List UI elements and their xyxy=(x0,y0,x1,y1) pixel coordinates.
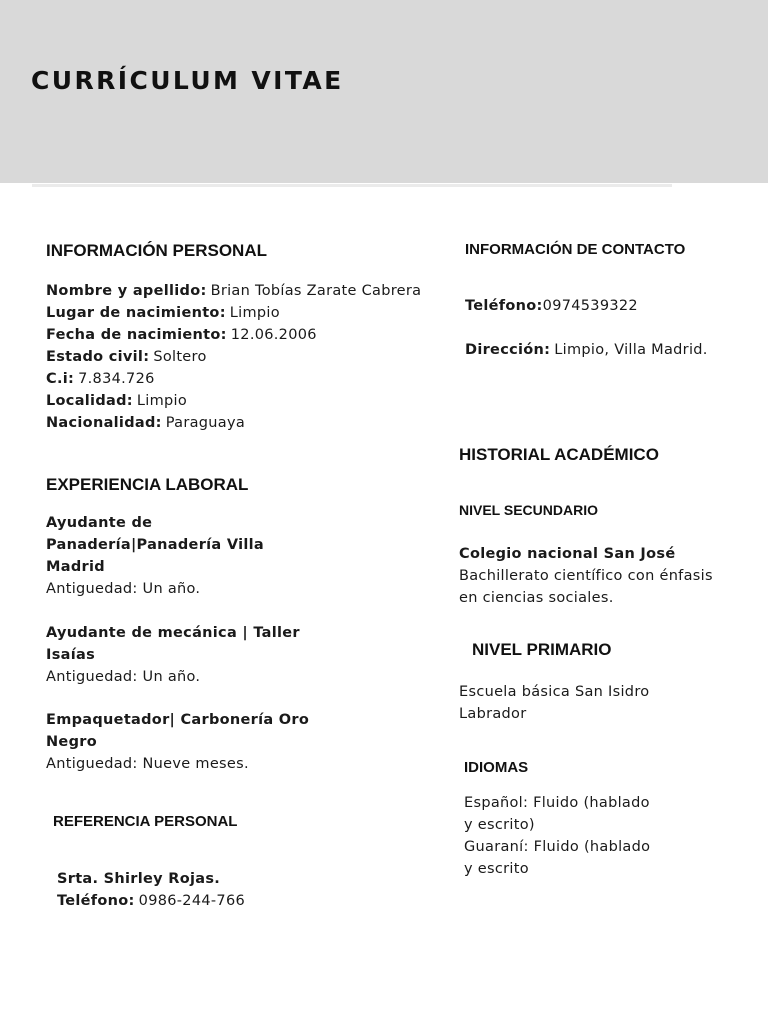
academic-heading: HISTORIAL ACADÉMICO xyxy=(459,445,659,464)
field-label: Nombre y apellido: xyxy=(46,283,207,299)
contact-address-value: Limpio, Villa Madrid. xyxy=(554,342,708,358)
personal-field xyxy=(46,368,421,390)
language-line: Español: Fluido (hablado xyxy=(464,795,650,811)
reference-phone-label: Teléfono: xyxy=(57,893,135,909)
personal-info-list xyxy=(46,280,421,434)
field-value: Limpio xyxy=(229,305,280,321)
field-label: C.i: xyxy=(46,371,75,387)
secondary-degree-line: Bachillerato científico con énfasis xyxy=(459,568,713,584)
job-duration: Antiguedad: Nueve meses. xyxy=(46,756,249,772)
contact-phone-value: 0974539322 xyxy=(542,298,638,314)
primary-school-line: Escuela básica San Isidro xyxy=(459,684,650,700)
job-duration: Antiguedad: Un año. xyxy=(46,581,201,597)
personal-field xyxy=(46,412,421,434)
reference-name: Srta. Shirley Rojas. xyxy=(57,871,221,887)
primary-school-block xyxy=(459,681,649,725)
job-title: Ayudante de xyxy=(46,515,153,531)
page-title: CURRÍCULUM VITAE xyxy=(31,66,344,95)
field-value: 12.06.2006 xyxy=(230,327,317,343)
header-divider xyxy=(32,184,672,187)
primary-school-line: Labrador xyxy=(459,706,527,722)
field-label: Nacionalidad: xyxy=(46,415,162,431)
reference-phone xyxy=(57,890,245,912)
field-label: Estado civil: xyxy=(46,349,150,365)
personal-field xyxy=(46,390,421,412)
contact-phone-label: Teléfono: xyxy=(465,298,543,314)
personal-field xyxy=(46,280,421,302)
reference-block xyxy=(57,868,245,912)
job-entry xyxy=(46,622,300,688)
job-title: Negro xyxy=(46,734,97,750)
language-line: Guaraní: Fluido (hablado xyxy=(464,839,651,855)
contact-heading: INFORMACIÓN DE CONTACTO xyxy=(465,241,686,258)
personal-field xyxy=(46,324,421,346)
job-title: Ayudante de mecánica | Taller xyxy=(46,625,300,641)
job-entry xyxy=(46,512,264,600)
field-value: Paraguaya xyxy=(165,415,246,431)
personal-field xyxy=(46,346,421,368)
secondary-school-name: Colegio nacional San José xyxy=(459,546,676,562)
secondary-level-heading: NIVEL SECUNDARIO xyxy=(459,502,598,518)
contact-phone xyxy=(465,295,638,317)
primary-level-heading: NIVEL PRIMARIO xyxy=(472,640,612,659)
secondary-school-block xyxy=(459,543,713,609)
field-label: Lugar de nacimiento: xyxy=(46,305,226,321)
job-title: Empaquetador| Carbonería Oro xyxy=(46,712,310,728)
field-value: Brian Tobías Zarate Cabrera xyxy=(210,283,422,299)
language-line: y escrito) xyxy=(464,817,535,833)
field-value: 7.834.726 xyxy=(78,371,155,387)
field-value: Soltero xyxy=(153,349,207,365)
field-value: Limpio xyxy=(136,393,188,409)
contact-address xyxy=(465,339,708,361)
languages-block xyxy=(464,792,650,880)
languages-heading: IDIOMAS xyxy=(464,759,529,776)
personal-info-heading: INFORMACIÓN PERSONAL xyxy=(46,241,267,260)
job-duration: Antiguedad: Un año. xyxy=(46,669,201,685)
field-label: Fecha de nacimiento: xyxy=(46,327,227,343)
reference-heading: REFERENCIA PERSONAL xyxy=(53,813,238,830)
experience-heading: EXPERIENCIA LABORAL xyxy=(46,475,249,494)
job-title: Madrid xyxy=(46,559,105,575)
reference-phone-value: 0986-244-766 xyxy=(138,893,245,909)
language-line: y escrito xyxy=(464,861,529,877)
job-entry xyxy=(46,709,309,775)
contact-address-label: Dirección: xyxy=(465,342,551,358)
personal-field xyxy=(46,302,421,324)
job-title: Panadería|Panadería Villa xyxy=(46,537,265,553)
secondary-degree-line: en ciencias sociales. xyxy=(459,590,614,606)
field-label: Localidad: xyxy=(46,393,133,409)
job-title: Isaías xyxy=(46,647,95,663)
